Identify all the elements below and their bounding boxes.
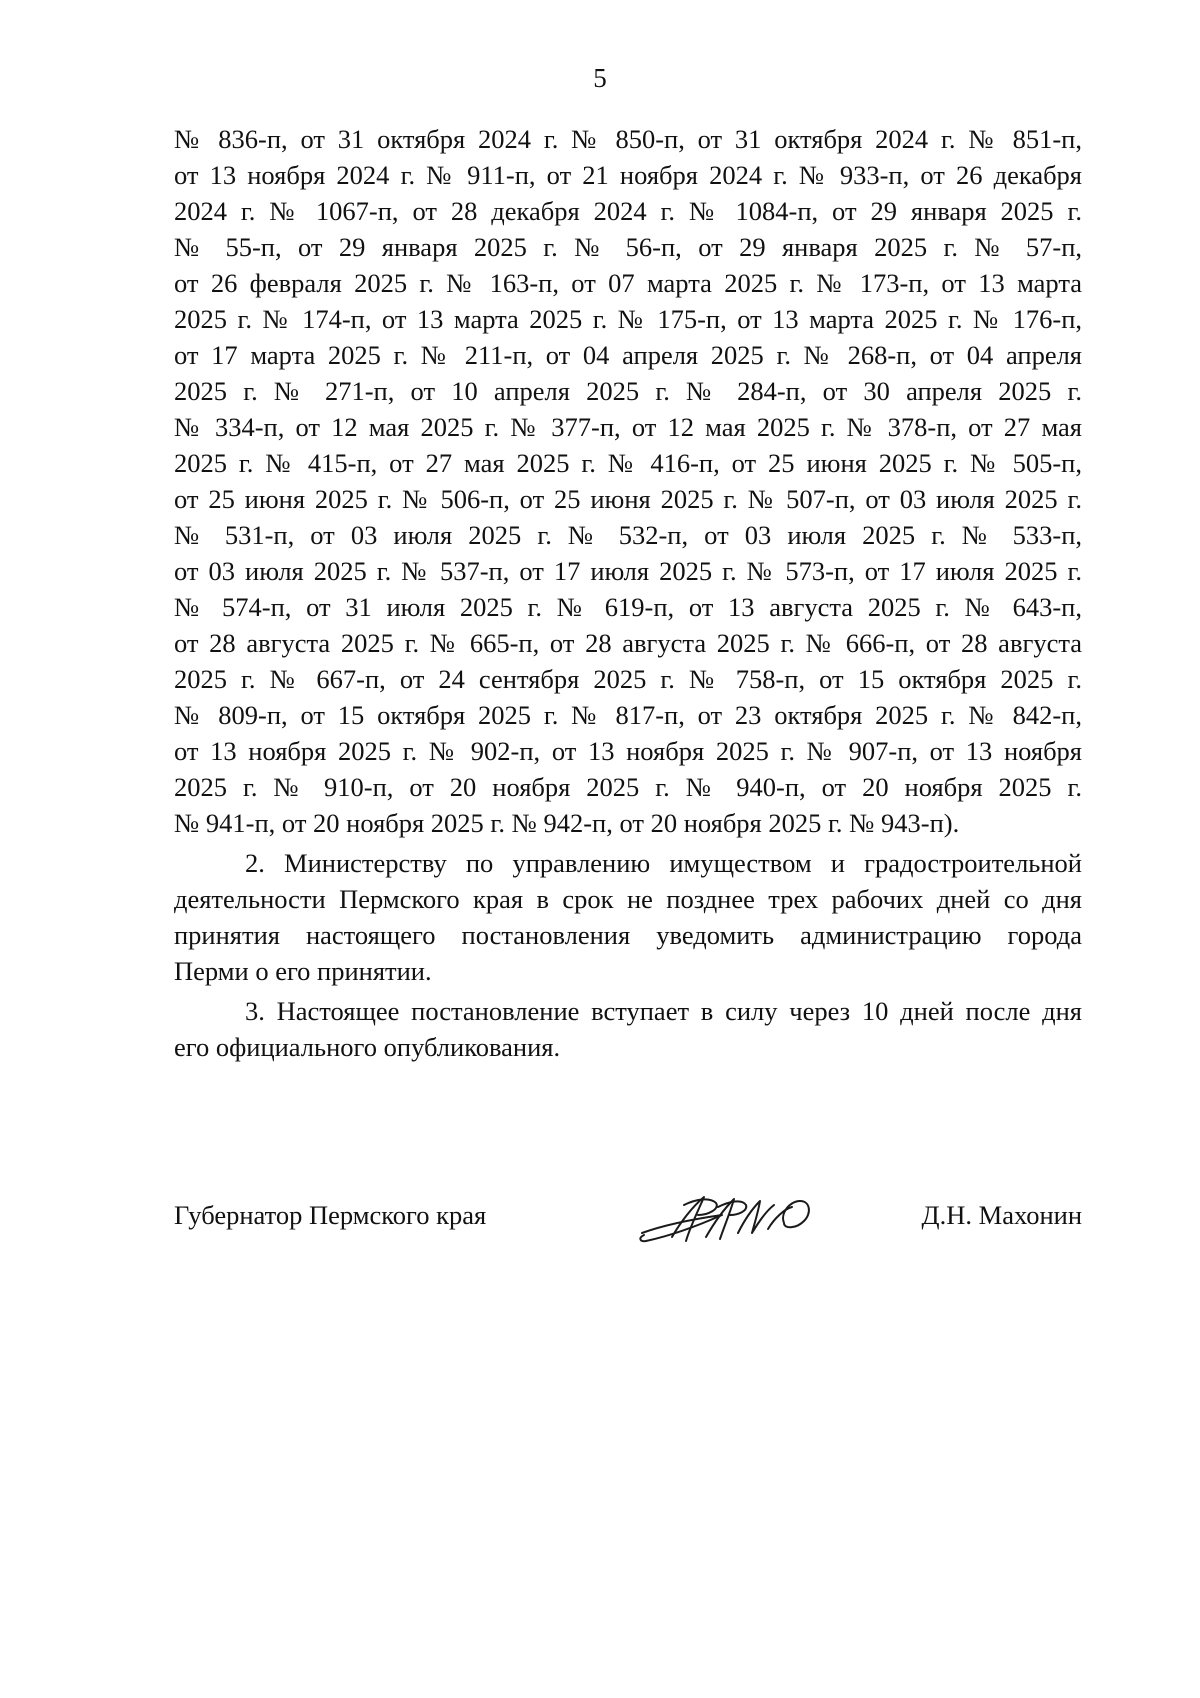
document-body xyxy=(174,121,1082,1065)
handwritten-signature-icon xyxy=(634,1185,824,1249)
page-number: 5 xyxy=(593,63,607,93)
text-line: от 13 ноября 2025 г. № 902-п, от 13 ноября 2025 г. № 907-п, от 13 ноября xyxy=(174,736,1082,766)
text-line: 2025 г. № 174-п, от 13 марта 2025 г. № 175-п, от 13 марта 2025 г. № 176-п, xyxy=(174,304,1082,334)
text-line: № 531-п, от 03 июля 2025 г. № 532-п, от 03 июля 2025 г. № 533-п, xyxy=(174,520,1082,550)
text-line: 2024 г. № 1067-п, от 28 декабря 2024 г. № 1084-п, от 29 января 2025 г. xyxy=(174,196,1082,226)
text-line: № 334-п, от 12 мая 2025 г. № 377-п, от 12 мая 2025 г. № 378-п, от 27 мая xyxy=(174,412,1082,442)
clause-3-paragraph xyxy=(174,993,1082,1065)
text-line: 2. Министерству по управлению имуществом и градостроительной xyxy=(245,848,1082,878)
text-line: 2025 г. № 910-п, от 20 ноября 2025 г. № 940-п, от 20 ноября 2025 г. xyxy=(174,772,1082,802)
text-line: деятельности Пермского края в срок не позднее трех рабочих дней со дня xyxy=(174,884,1082,914)
signature-block xyxy=(174,1195,1082,1255)
text-line: 3. Настоящее постановление вступает в силу через 10 дней после дня xyxy=(245,996,1082,1026)
text-line: от 13 ноября 2024 г. № 911-п, от 21 ноября 2024 г. № 933-п, от 26 декабря xyxy=(174,160,1082,190)
clause-2-paragraph xyxy=(174,845,1082,989)
text-line: № 941-п, от 20 ноября 2025 г. № 942-п, от 20 ноября 2025 г. № 943-п). xyxy=(174,808,960,838)
text-line: 2025 г. № 415-п, от 27 мая 2025 г. № 416-п, от 25 июня 2025 г. № 505-п, xyxy=(174,448,1082,478)
text-line: принятия настоящего постановления уведомить администрацию города xyxy=(174,920,1082,950)
text-line: от 25 июня 2025 г. № 506-п, от 25 июня 2025 г. № 507-п, от 03 июля 2025 г. xyxy=(174,484,1082,514)
text-line: № 574-п, от 31 июля 2025 г. № 619-п, от 13 августа 2025 г. № 643-п, xyxy=(174,592,1082,622)
signatory-name: Д.Н. Махонин xyxy=(921,1200,1082,1230)
text-line: 2025 г. № 271-п, от 10 апреля 2025 г. № 284-п, от 30 апреля 2025 г. xyxy=(174,376,1082,406)
text-line: № 836-п, от 31 октября 2024 г. № 850-п, от 31 октября 2024 г. № 851-п, xyxy=(174,124,1082,154)
text-line: от 28 августа 2025 г. № 665-п, от 28 августа 2025 г. № 666-п, от 28 августа xyxy=(174,628,1082,658)
text-line: № 809-п, от 15 октября 2025 г. № 817-п, от 23 октября 2025 г. № 842-п, xyxy=(174,700,1082,730)
text-line: его официального опубликования. xyxy=(174,1032,561,1062)
text-line: от 03 июля 2025 г. № 537-п, от 17 июля 2025 г. № 573-п, от 17 июля 2025 г. xyxy=(174,556,1082,586)
text-line: № 55-п, от 29 января 2025 г. № 56-п, от 29 января 2025 г. № 57-п, xyxy=(174,232,1082,262)
continuation-paragraph xyxy=(174,121,1082,841)
text-line: Перми о его принятии. xyxy=(174,956,432,986)
text-line: от 26 февраля 2025 г. № 163-п, от 07 марта 2025 г. № 173-п, от 13 марта xyxy=(174,268,1082,298)
signatory-position: Губернатор Пермского края xyxy=(174,1200,487,1230)
text-line: 2025 г. № 667-п, от 24 сентября 2025 г. № 758-п, от 15 октября 2025 г. xyxy=(174,664,1082,694)
text-line: от 17 марта 2025 г. № 211-п, от 04 апреля 2025 г. № 268-п, от 04 апреля xyxy=(174,340,1082,370)
